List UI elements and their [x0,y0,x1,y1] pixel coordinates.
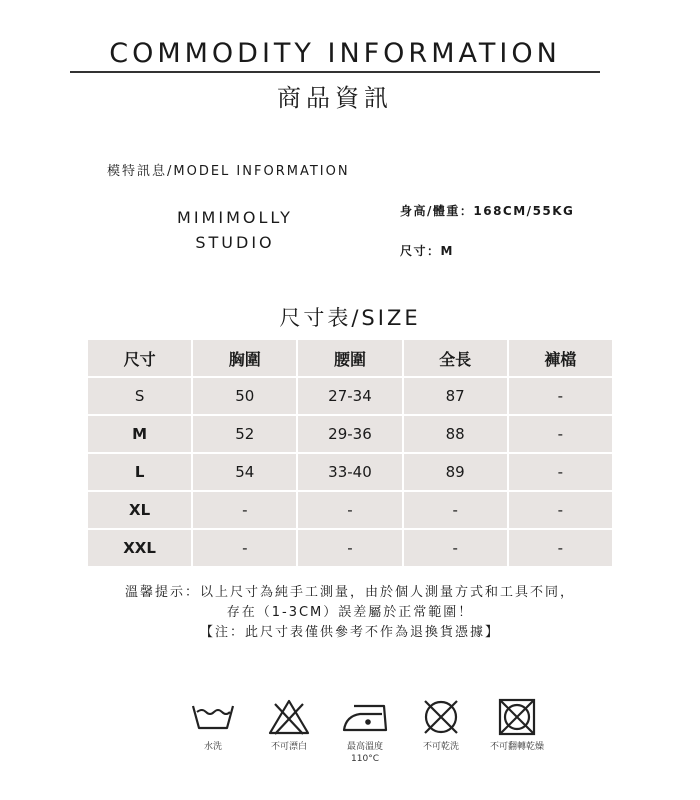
table-cell: - [509,492,612,528]
care-item-no-dry-clean [403,695,479,765]
care-instructions [175,695,555,765]
table-cell: - [193,530,296,566]
care-item-hand-wash [175,695,251,765]
table-cell: - [298,492,401,528]
note-line-1: 溫馨提示：以上尺寸為純手工測量，由於個人測量方式和工具不同， [124,585,575,600]
table-cell: 54 [193,454,296,490]
table-row [88,530,612,566]
table-row [88,416,612,452]
note-line-3: 【注：此尺寸表僅供參考不作為退換貨憑據】 [199,625,500,640]
care-label: 不可乾洗 [422,742,459,752]
table-cell: 52 [193,416,296,452]
care-item-no-tumble-dry [479,695,555,765]
table-cell: XXL [88,530,191,566]
no-bleach-icon [264,695,314,739]
size-chart-title: 尺寸表/SIZE [279,306,421,330]
column-header: 腰圍 [298,340,401,376]
table-cell: - [509,530,612,566]
title-divider [70,71,600,73]
table-cell: - [193,492,296,528]
table-row [88,454,612,490]
care-label: 不可翻轉乾燥 [489,742,544,752]
table-cell: 50 [193,378,296,414]
care-label: 最高溫度 [346,742,383,752]
table-cell: M [88,416,191,452]
size-table [86,338,614,568]
table-cell: 89 [404,454,507,490]
table-cell: XL [88,492,191,528]
model-info-heading: 模特訊息/MODEL INFORMATION [107,164,350,179]
care-sublabel: 110°C [351,754,379,764]
table-cell: 29-36 [298,416,401,452]
brand-line-1: MIMIMOLLY [177,208,293,227]
table-cell: 27-34 [298,378,401,414]
table-cell: S [88,378,191,414]
care-item-iron [327,695,403,765]
column-header: 褲檔 [509,340,612,376]
table-cell: 33-40 [298,454,401,490]
page-title: COMMODITY INFORMATION [109,38,561,69]
table-cell: 87 [404,378,507,414]
column-header: 尺寸 [88,340,191,376]
table-cell: 88 [404,416,507,452]
brand-name [150,205,320,255]
table-cell: - [509,454,612,490]
care-label: 水洗 [203,742,222,752]
table-cell: - [298,530,401,566]
table-cell: - [509,378,612,414]
hand-wash-icon [188,695,238,739]
model-size: 尺寸：M [400,244,454,258]
column-header: 胸圍 [193,340,296,376]
no-tumble-dry-icon [492,695,542,739]
page-subtitle: 商品資訊 [277,84,393,112]
brand-line-2: STUDIO [195,233,275,252]
table-cell: - [404,530,507,566]
care-item-no-bleach [251,695,327,765]
note-line-2: 存在（1-3CM）誤差屬於正常範圍！ [226,605,474,620]
no-dry-clean-icon [416,695,466,739]
table-cell: L [88,454,191,490]
iron-icon [340,695,390,739]
table-cell: - [509,416,612,452]
table-row [88,492,612,528]
care-label: 不可漂白 [270,742,307,752]
table-header-row [88,340,612,376]
measurement-notes [70,583,630,643]
table-row [88,378,612,414]
table-cell: - [404,492,507,528]
column-header: 全長 [404,340,507,376]
model-height-weight: 身高/體重：168CM/55KG [400,204,575,218]
